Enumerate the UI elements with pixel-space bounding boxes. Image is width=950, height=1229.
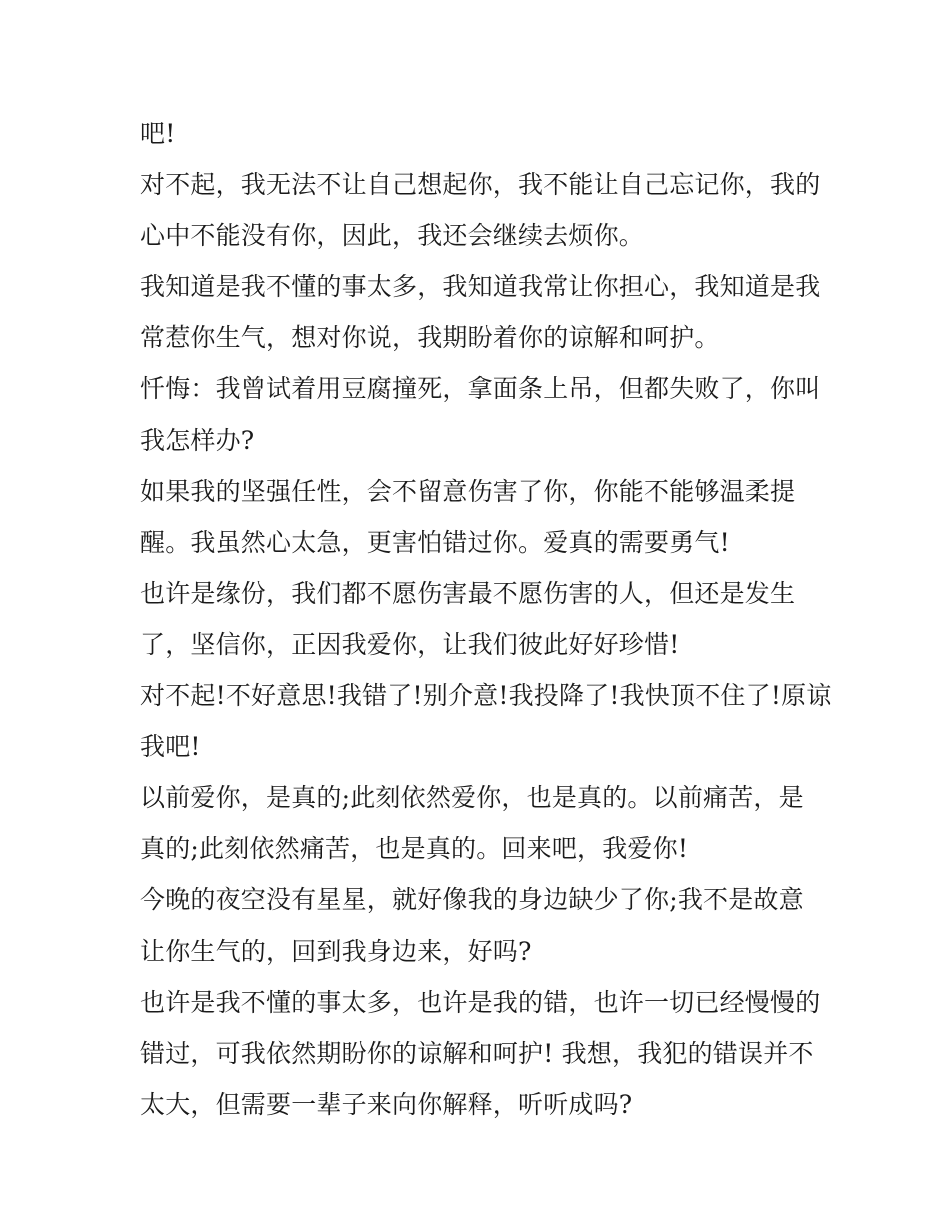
text-line: 我吧! [140, 732, 201, 762]
text-line: 醒。我虽然心太急，更害怕错过你。爱真的需要勇气! [140, 527, 730, 557]
text-line: 也许是缘份，我们都不愿伤害最不愿伤害的人，但还是发生 [140, 578, 796, 608]
text-line: 忏悔：我曾试着用豆腐撞死，拿面条上吊，但都失败了，你叫 [140, 374, 821, 404]
text-line: 让你生气的，回到我身边来，好吗? [140, 936, 532, 966]
text-line: 心中不能没有你，因此，我还会继续去烦你。 [140, 221, 645, 251]
text-line: 太大，但需要一辈子来向你解释，听听成吗? [140, 1089, 633, 1119]
text-line: 如果我的坚强任性，会不留意伤害了你，你能不能够温柔提 [140, 476, 796, 506]
text-line: 吧! [140, 119, 176, 148]
text-line: 今晚的夜空没有星星，就好像我的身边缺少了你;我不是故意 [140, 885, 804, 915]
text-line: 对不起，我无法不让自己想起你，我不能让自己忘记你，我的 [140, 170, 821, 200]
text-line: 也许是我不懂的事太多，也许是我的错，也许一切已经慢慢的 [140, 987, 821, 1017]
text-line: 以前爱你，是真的;此刻依然爱你，也是真的。以前痛苦，是 [140, 783, 804, 813]
text-line: 常惹你生气，想对你说，我期盼着你的谅解和呵护。 [140, 323, 720, 353]
text-line: 错过，可我依然期盼你的谅解和呵护! 我想，我犯的错误并不 [140, 1038, 814, 1068]
body-text [140, 108, 832, 1130]
text-line: 了，坚信你，正因我爱你，让我们彼此好好珍惜! [140, 629, 680, 659]
text-line: 真的;此刻依然痛苦，也是真的。回来吧，我爱你! [140, 834, 689, 864]
text-line: 我怎样办? [140, 425, 255, 455]
text-line: 对不起!不好意思!我错了!别介意!我投降了!我快顶不住了!原谅 [140, 681, 832, 711]
text-line: 我知道是我不懂的事太多，我知道我常让你担心，我知道是我 [140, 272, 821, 302]
